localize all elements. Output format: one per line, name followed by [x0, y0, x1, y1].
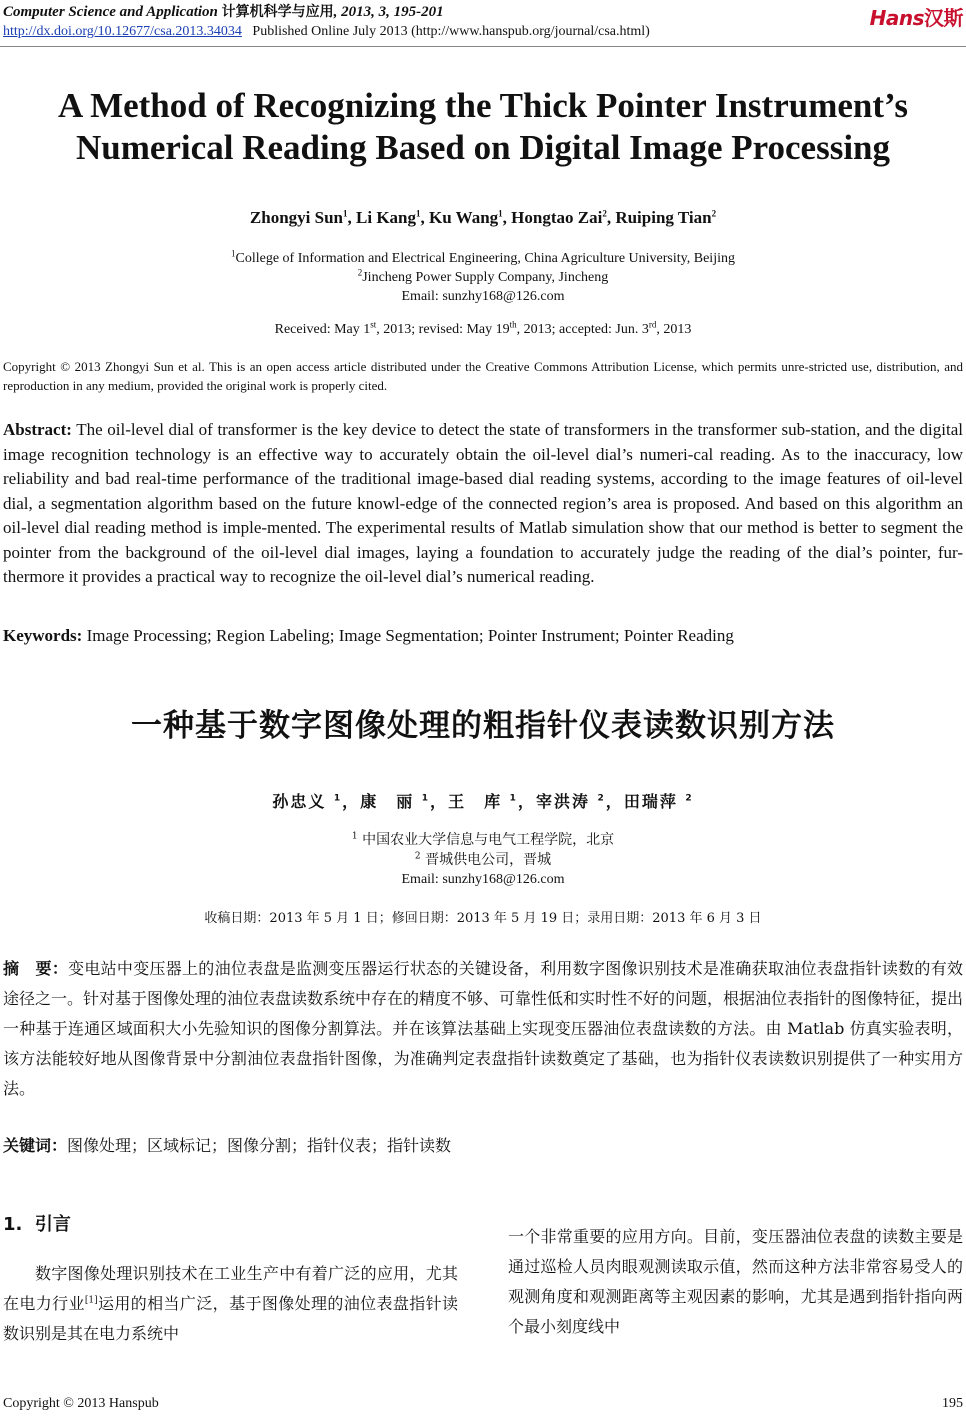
journal-volume: , 2013, 3, 195-201: [333, 4, 444, 20]
citation-ref[interactable]: [1]: [84, 1295, 98, 1306]
authors-en: [0, 208, 966, 228]
author-name: Ku Wang: [429, 208, 499, 227]
author-affil-mark: 1: [343, 208, 348, 219]
paper-title-cn: 一种基于数字图像处理的粗指针仪表读数识别方法: [131, 708, 835, 744]
received-dates-en: [0, 319, 966, 338]
author-name-cn: 田瑞萍: [623, 792, 678, 811]
affiliation-cn-2: 晋城供电公司，晋城: [425, 852, 552, 868]
author-name: Zhongyi Sun: [249, 208, 344, 227]
doi-line: [3, 22, 963, 42]
author-affil-mark: 2: [685, 793, 694, 804]
affiliation-2: Jincheng Power Supply Company, Jincheng: [362, 270, 609, 285]
author-separator: ，: [517, 792, 536, 811]
email: Email: sunzhy168@126.com: [401, 289, 565, 304]
affiliation-1: College of Information and Electrical Engineering, China Agriculture University, Beijing: [235, 251, 735, 266]
paper-title-en: A Method of Recognizing the Thick Pointer Instrument’s Numerical Reading Based on Digital Image Processing: [57, 86, 909, 167]
keywords-text: Image Processing; Region Labeling; Image Segmentation; Pointer Instrument; Pointer Reading: [86, 626, 734, 645]
email-cn: Email: sunzhy168@126.com: [401, 872, 565, 887]
affiliation-cn-1: 中国农业大学信息与电气工程学院，北京: [362, 832, 615, 848]
received-part: , 2013: [656, 322, 692, 337]
authors-cn: [0, 789, 966, 812]
published-info: Published Online July 2013 (http://www.hanspub.org/journal/csa.html): [252, 24, 650, 39]
ordinal-suffix: st: [370, 319, 377, 330]
author-separator: ，: [342, 792, 361, 811]
author-affil-mark: 1: [509, 793, 518, 804]
author-separator: ,: [347, 208, 357, 227]
ordinal-suffix: rd: [648, 319, 657, 330]
author-separator: ,: [420, 208, 430, 227]
header-divider: [0, 46, 966, 47]
license-notice: Copyright © 2013 Zhongyi Sun et al. This is an open access article distributed under the Creative Commons Attribution License, which permits unre-stricted use, distribution, and reproduction in any medium, provided the original work is properly cited.: [3, 359, 963, 393]
affil-mark: 1: [351, 831, 358, 842]
journal-name-en: Computer Science and Application: [3, 4, 218, 20]
journal-line: [3, 2, 963, 22]
hans-logo: [870, 2, 963, 31]
received-dates-cn: 收稿日期：2013 年 5 月 1 日；修回日期：2013 年 5 月 19 日；录用日期：2013 年 6 月 3 日: [204, 911, 762, 926]
author-name-cn: 宰洪涛: [535, 792, 590, 811]
author-affil-mark: 2: [602, 208, 607, 219]
body-text: 数字图像处理识别技术在工业生产中有着广泛的应用，尤其在电力行业: [3, 1264, 458, 1313]
received-part: , 2013; accepted: Jun. 3: [516, 322, 649, 337]
author-affil-mark: 2: [711, 208, 717, 219]
body-column-left: [3, 1259, 458, 1349]
abstract-cn-text: 变电站中变压器上的油位表盘是监测变压器运行状态的关键设备，利用数字图像识别技术是准确获取油位表盘指针读数的有效途径之一。针对基于图像处理的油位表盘读数系统中存在的精度不够、可靠性低和实时性不好的问题，根据油位表指针的图像特征，提出一种基于连通区域面积大小先验知识的图像分割算法。并在该算法基础上实现变压器油位表盘读数的方法。由 Matlab 仿真实验表明，该方法能较好地从图像背景中分割油位表盘指针图像，为准确判定表盘指针读数奠定了基础，也为指针仪表读数识别提供了一种实用方法。: [3, 959, 964, 1098]
section-number: 1.: [3, 1214, 23, 1235]
author-separator: ,: [606, 208, 616, 227]
abstract-en: [3, 418, 963, 590]
page-footer: [3, 1396, 963, 1412]
author-name-cn: 王 库: [448, 792, 503, 811]
abstract-text: The oil-level dial of transformer is the key device to detect the state of transformers in the transformer sub-station, and the digital image recognition technology is an effective way to accurately obtain the oil-level dial’s numeri-cal reading. As to the inaccuracy, low reliability and bad real-time performance of the traditional image-based dial reading systems, according to the image features of oil-level dial, a segmentation algorithm based on the future knowl-edge of the connected region’s area is proposed. And based on this algorithm an oil-level dial reading method is imple-mented. The experimental results of Matlab simulation show that our method is better to segment the pointer from the background of the oil-level dial images, laying a foundation to accurately judge the reading of the dial’s pointer, fur-thermore it provides a practical way to recognize the oil-level dial’s numerical reading.: [3, 420, 963, 586]
body-text: 运用的相当广泛，基于图像处理的油位表盘指针读数识别是其在电力系统中: [3, 1294, 458, 1343]
author-name: Li Kang: [356, 208, 417, 227]
author-affil-mark: 2: [597, 793, 606, 804]
author-affil-mark: 1: [333, 793, 343, 804]
running-header: [3, 2, 963, 42]
keywords-cn-text: 图像处理；区域标记；图像分割；指针仪表；指针读数: [67, 1136, 452, 1155]
journal-name-cn: 计算机科学与应用: [221, 4, 334, 20]
author-affil-mark: 1: [416, 208, 421, 219]
footer-copyright: Copyright © 2013 Hanspub: [3, 1396, 159, 1411]
keywords-cn: [3, 1133, 963, 1156]
author-separator: ，: [605, 792, 624, 811]
affil-mark: 2: [414, 851, 421, 862]
doi-link[interactable]: http://dx.doi.org/10.12677/csa.2013.34034: [3, 24, 242, 39]
section-heading: [3, 1210, 71, 1236]
author-name: Ruiping Tian: [615, 208, 712, 227]
keywords-en: [3, 626, 963, 646]
affiliations-cn: [0, 830, 966, 890]
affil-mark: 1: [231, 248, 236, 259]
abstract-cn: [3, 954, 963, 1104]
ordinal-suffix: th: [509, 319, 517, 330]
body-column-right: 一个非常重要的应用方向。目前，变压器油位表盘的读数主要是通过巡检人员肉眼观测读取示值，然而这种方法非常容易受人的观测角度和观测距离等主观因素的影响，尤其是遇到指针指向两个最小刻度线中: [508, 1227, 963, 1336]
affiliations-en: [0, 249, 966, 306]
logo-text-cn: 汉斯: [924, 6, 963, 30]
author-name-cn: 孙忠义: [272, 792, 327, 811]
received-part: Received: May 1: [274, 322, 371, 337]
abstract-cn-label: 摘 要：: [3, 959, 69, 978]
author-separator: ,: [502, 208, 512, 227]
author-name: Hongtao Zai: [511, 208, 603, 227]
keywords-label: Keywords:: [3, 626, 83, 645]
section-title: 引言: [34, 1214, 71, 1235]
author-affil-mark: 1: [498, 208, 503, 219]
abstract-label: Abstract:: [3, 420, 72, 439]
affil-mark: 2: [357, 267, 363, 278]
logo-text-en: Hans: [869, 6, 924, 30]
page-number: 195: [942, 1396, 963, 1411]
author-affil-mark: 1: [421, 793, 431, 804]
author-separator: ，: [430, 792, 449, 811]
author-name-cn: 康 丽: [360, 792, 415, 811]
received-part: , 2013; revised: May 19: [376, 322, 510, 337]
keywords-cn-label: 关键词：: [3, 1136, 68, 1155]
